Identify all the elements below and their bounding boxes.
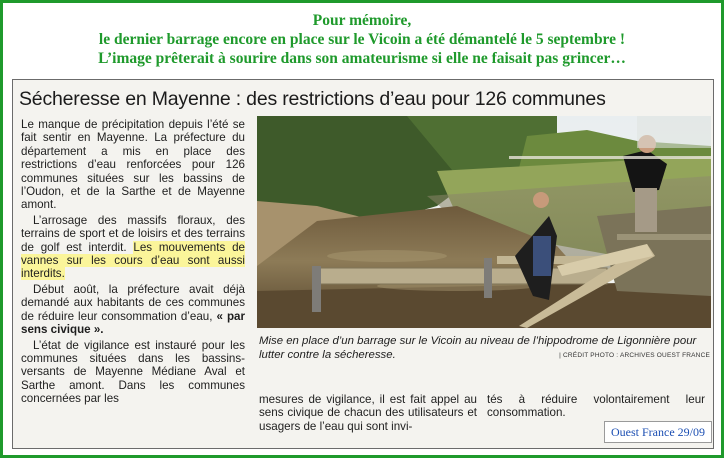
article-paragraph-3	[21, 283, 245, 337]
article-column-3: tés à réduire volontairement leur consommation.	[487, 393, 705, 420]
highlighted-sentence: Les mouvements de vannes sur les cours d’eau sont aussi interdits.	[21, 240, 245, 281]
paragraph-2-text: L’arrosage des massifs floraux, des terrains de sport et de loisirs et des terrains de golf est interdit.	[21, 213, 245, 254]
paragraph-3-text: Début août, la préfecture avait déjà demandé aux habitants de ces communes de réduire leur consommation d’eau,	[21, 282, 245, 323]
article-headline: Sécheresse en Mayenne : des restrictions d’eau pour 126 communes	[19, 88, 606, 110]
article-column-1	[21, 118, 245, 408]
article-column-2: mesures de vigilance, il est fait appel au sens civique de chacun des utilisateurs et usagers de l’eau qui sont invi-	[259, 393, 477, 433]
quote-civic-sense: « par sens civique ».	[21, 309, 245, 337]
article-paragraph-4: L’état de vigilance est instauré pour les communes situées dans les bassins-versants de Mayenne Médiane Aval et Sarthe amont. Dans les communes concernées par les	[21, 338, 245, 406]
article-paragraph-1: Le manque de précipitation depuis l’été se fait sentir en Mayenne. La préfecture du département a mis en place des restrictions d’eau renforcées pour 126 communes situées sur les bassins de l’Oudon, et de la Sarthe et de Mayenne amont.	[21, 118, 245, 212]
photo-credit: | CRÉDIT PHOTO : ARCHIVES OUEST FRANCE	[559, 352, 710, 359]
photo-caption: Mise en place d’un barrage sur le Vicoin au niveau de l’hippodrome de Ligonnière pour lutter contre la sécheresse.	[259, 335, 697, 361]
source-label: Ouest France 29/09	[604, 421, 712, 443]
newspaper-clipping	[12, 79, 714, 449]
header-line-1: Pour mémoire,	[312, 12, 412, 29]
header-line-2: le dernier barrage encore en place sur le Vicoin a été démantelé le 5 septembre !	[98, 31, 626, 48]
river-dam-photo	[257, 116, 711, 328]
article-photo	[257, 116, 711, 328]
article-paragraph-2	[21, 214, 245, 281]
header-text	[3, 11, 721, 68]
header-line-3: L’image prêterait à sourire dans son amateurisme si elle ne faisait pas grincer…	[98, 50, 626, 67]
